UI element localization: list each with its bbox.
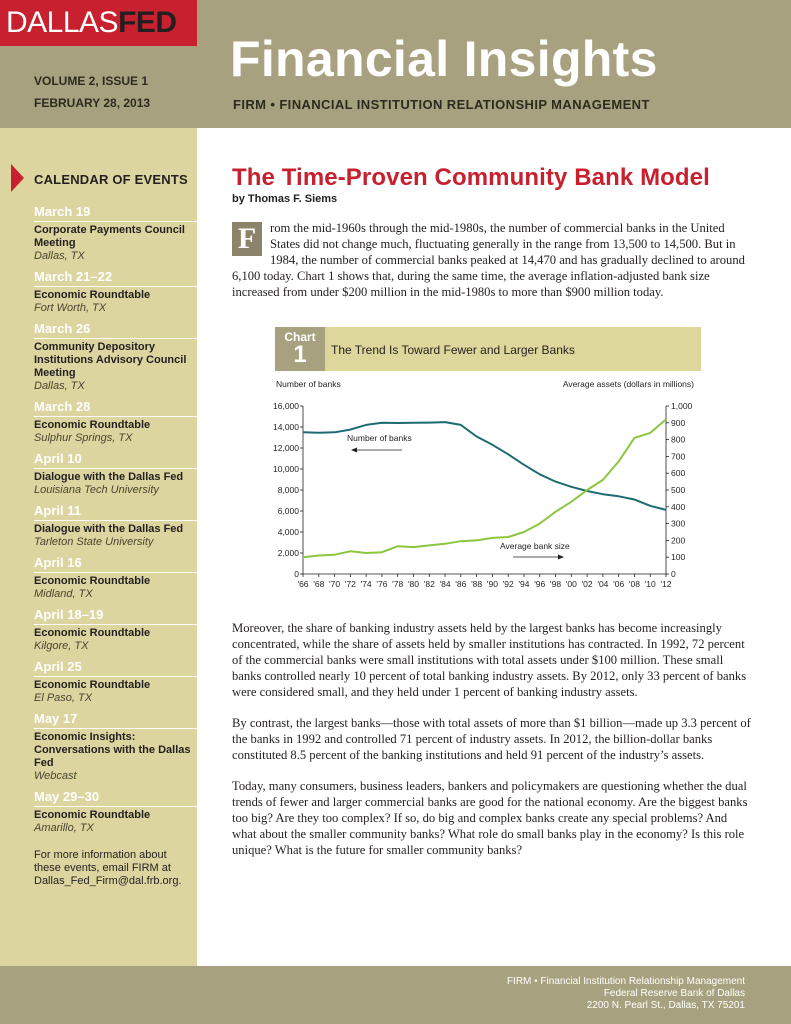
- x-tick-label: '86: [455, 579, 467, 589]
- calendar-heading: CALENDAR OF EVENTS: [34, 172, 188, 187]
- chart-header: [275, 327, 701, 371]
- more-info-text: For more information about these events, email FIRM at Dallas_Fed_Firm@dal.frb.org.: [34, 849, 182, 887]
- x-tick-label: '06: [613, 579, 625, 589]
- right-tick-label: 100: [671, 552, 686, 563]
- x-tick-label: '10: [644, 579, 656, 589]
- left-tick-label: 10,000: [273, 464, 299, 474]
- event-date: April 11: [34, 503, 197, 521]
- publication-subtitle: FIRM • FINANCIAL INSTITUTION RELATIONSHIP MANAGEMENT: [233, 97, 650, 112]
- calendar-event: [34, 711, 197, 783]
- calendar-sidebar: [0, 128, 197, 966]
- event-location: Midland, TX: [34, 588, 93, 600]
- right-tick-label: 0: [671, 569, 676, 579]
- right-tick-label: 200: [671, 535, 686, 546]
- left-axis-label: Number of banks: [276, 379, 341, 389]
- calendar-event: [34, 789, 197, 835]
- x-tick-label: '90: [486, 579, 498, 589]
- calendar-event: [34, 659, 197, 705]
- left-tick-label: 2,000: [277, 548, 299, 558]
- left-tick-label: 16,000: [273, 401, 299, 411]
- calendar-event: [34, 269, 197, 315]
- x-tick-label: '96: [534, 579, 546, 589]
- x-tick-label: '82: [423, 579, 435, 589]
- masthead: [0, 0, 791, 128]
- calendar-event: [34, 503, 197, 549]
- x-tick-label: '02: [581, 579, 593, 589]
- x-tick-label: '98: [549, 579, 562, 589]
- event-date: April 10: [34, 451, 197, 469]
- right-tick-label: 600: [671, 468, 686, 479]
- lead-paragraph: [232, 220, 752, 300]
- x-tick-label: '76: [376, 579, 388, 589]
- event-title: Dialogue with the Dallas Fed: [34, 523, 184, 535]
- x-tick-label: '80: [407, 579, 420, 589]
- left-tick-label: 8,000: [277, 485, 299, 495]
- left-tick-label: 0: [294, 569, 299, 579]
- drop-cap: F: [232, 222, 262, 256]
- event-title: Economic Roundtable: [34, 289, 151, 301]
- body-paragraph: Moreover, the share of banking industry assets held by the largest banks has become increasingly concentrated, while the share of assets held by smaller institutions has contracted. In 1992, 72 percent of the commercial banks were small institutions with total assets under $100 million. These small banks controlled nearly 10 percent of total banking industry assets. By 2012, only 33 percent of banks were considered small, and they held under 1 percent of banking industry assets.: [232, 621, 747, 699]
- x-tick-label: '68: [313, 579, 325, 589]
- chart-plot: [268, 372, 708, 594]
- issue-date: FEBRUARY 28, 2013: [34, 96, 151, 110]
- footer-line-2: Federal Reserve Bank of Dallas: [603, 988, 745, 999]
- event-location: Webcast: [34, 770, 77, 782]
- lead-text: rom the mid-1960s through the mid-1980s, the number of commercial banks in the United States did not change much, fluctuating generally in the range from 13,500 to 14,500. But in 1984, the number of commercial banks peaked at 14,470 and has gradually declined to around 6,100 today. Chart 1 shows that, during the same time, the average inflation-adjusted bank size increased from under $200 million in the mid-1980s to more than $900 million today.: [232, 221, 745, 299]
- x-tick-label: '12: [660, 579, 672, 589]
- event-location: Amarillo, TX: [34, 822, 94, 834]
- arrow-right-icon: [558, 555, 564, 560]
- chart-title: The Trend Is Toward Fewer and Larger Banks: [331, 343, 575, 357]
- event-location: Kilgore, TX: [34, 640, 89, 652]
- x-tick-label: '72: [344, 579, 356, 589]
- event-date: April 16: [34, 555, 197, 573]
- right-tick-label: 300: [671, 518, 686, 529]
- footer: [0, 966, 791, 1024]
- chart-number: 1: [293, 341, 307, 368]
- article-byline: by Thomas F. Siems: [232, 193, 338, 205]
- article-title: The Time-Proven Community Bank Model: [232, 164, 710, 191]
- calendar-event: [34, 555, 197, 601]
- x-tick-label: '92: [502, 579, 514, 589]
- left-tick-label: 14,000: [273, 422, 299, 432]
- right-tick-label: 700: [671, 451, 686, 462]
- right-tick-label: 500: [671, 485, 686, 495]
- x-tick-label: '66: [297, 579, 309, 589]
- x-tick-label: '88: [471, 579, 483, 589]
- pointer-triangle-icon: [11, 164, 24, 192]
- x-tick-label: '04: [597, 579, 609, 589]
- event-location: Dallas, TX: [34, 380, 85, 392]
- event-title: Economic Roundtable: [34, 419, 151, 431]
- dallas-fed-logo[interactable]: [0, 0, 197, 46]
- event-date: March 19: [34, 204, 197, 222]
- event-title: Economic Roundtable: [34, 627, 151, 639]
- calendar-event: [34, 399, 197, 445]
- event-date: March 21–22: [34, 269, 197, 287]
- left-tick-label: 12,000: [273, 443, 299, 453]
- x-tick-label: '00: [565, 579, 577, 589]
- article-body: [232, 620, 752, 873]
- lead-paragraph-block: [232, 220, 752, 300]
- left-tick-label: 6,000: [277, 506, 299, 516]
- event-date: March 26: [34, 321, 197, 339]
- logo-text-fed: FED: [118, 6, 177, 39]
- right-tick-label: 800: [671, 434, 686, 445]
- x-tick-label: '78: [392, 579, 404, 589]
- event-title: Economic Roundtable: [34, 809, 151, 821]
- annotation-average-bank-size: Average bank size: [500, 541, 570, 551]
- x-tick-label: '08: [628, 579, 640, 589]
- right-tick-label: 1,000: [671, 401, 693, 411]
- x-tick-label: '84: [439, 579, 451, 589]
- body-paragraph: Today, many consumers, business leaders, bankers and policymakers are questioning whether the dual trends of fewer and larger commercial banks are good for the national economy. Are the biggest banks too big? Are they too complex? If so, do big and complex banks create any special problems? And what about the smaller community banks? What role do small banks play in the economy? Is this role unique? What is the future for smaller community banks?: [232, 779, 748, 857]
- right-tick-label: 400: [671, 501, 686, 512]
- event-title: Community Depository Institutions Advisory Council Meeting: [34, 341, 187, 379]
- event-date: May 17: [34, 711, 197, 729]
- chart-badge: [275, 327, 325, 371]
- footer-line-3: 2200 N. Pearl St., Dallas, TX 75201: [586, 1000, 745, 1011]
- event-title: Dialogue with the Dallas Fed: [34, 471, 184, 483]
- event-title: Economic Roundtable: [34, 575, 151, 587]
- event-location: Dallas, TX: [34, 250, 85, 262]
- event-location: Louisiana Tech University: [34, 484, 159, 496]
- event-title: Economic Roundtable: [34, 679, 151, 691]
- event-date: March 28: [34, 399, 197, 417]
- calendar-event: [34, 204, 197, 263]
- x-tick-label: '74: [360, 579, 372, 589]
- publication-title: Financial Insights: [230, 31, 658, 87]
- event-date: April 18–19: [34, 607, 197, 625]
- body-paragraph: By contrast, the largest banks—those with total assets of more than $1 billion—made up 3.3 percent of the banks in 1992 and controlled 71 percent of industry assets. In 2012, the billion-dollar banks constituted 8.5 percent of the banking institutions and held 91 percent of the industry’s assets.: [232, 716, 751, 762]
- chart-label: Chart: [284, 330, 316, 344]
- event-date: April 25: [34, 659, 197, 677]
- footer-text: [507, 976, 745, 1012]
- logo-text-dallas: DALLAS: [6, 6, 119, 39]
- x-tick-label: '94: [518, 579, 530, 589]
- issue-info: [34, 70, 150, 114]
- right-axis-label: Average assets (dollars in millions): [562, 379, 694, 389]
- calendar-event: [34, 321, 197, 393]
- arrow-left-icon: [351, 448, 357, 453]
- event-location: El Paso, TX: [34, 692, 93, 704]
- left-tick-label: 4,000: [277, 527, 299, 537]
- annotation-number-of-banks: Number of banks: [347, 433, 412, 443]
- event-title: Corporate Payments Council Meeting: [34, 224, 185, 249]
- x-tick-label: '70: [329, 579, 341, 589]
- event-location: Fort Worth, TX: [34, 302, 107, 314]
- events-list: [34, 204, 197, 888]
- right-tick-label: 900: [671, 417, 686, 428]
- event-title: Economic Insights: Conversations with the Dallas Fed: [34, 731, 191, 769]
- event-date: May 29–30: [34, 789, 197, 807]
- event-location: Tarleton State University: [34, 536, 154, 548]
- footer-line-1: FIRM • Financial Institution Relationship Management: [506, 976, 745, 987]
- volume-label: VOLUME 2, ISSUE 1: [34, 74, 149, 88]
- event-location: Sulphur Springs, TX: [34, 432, 133, 444]
- calendar-event: [34, 607, 197, 653]
- calendar-event: [34, 451, 197, 497]
